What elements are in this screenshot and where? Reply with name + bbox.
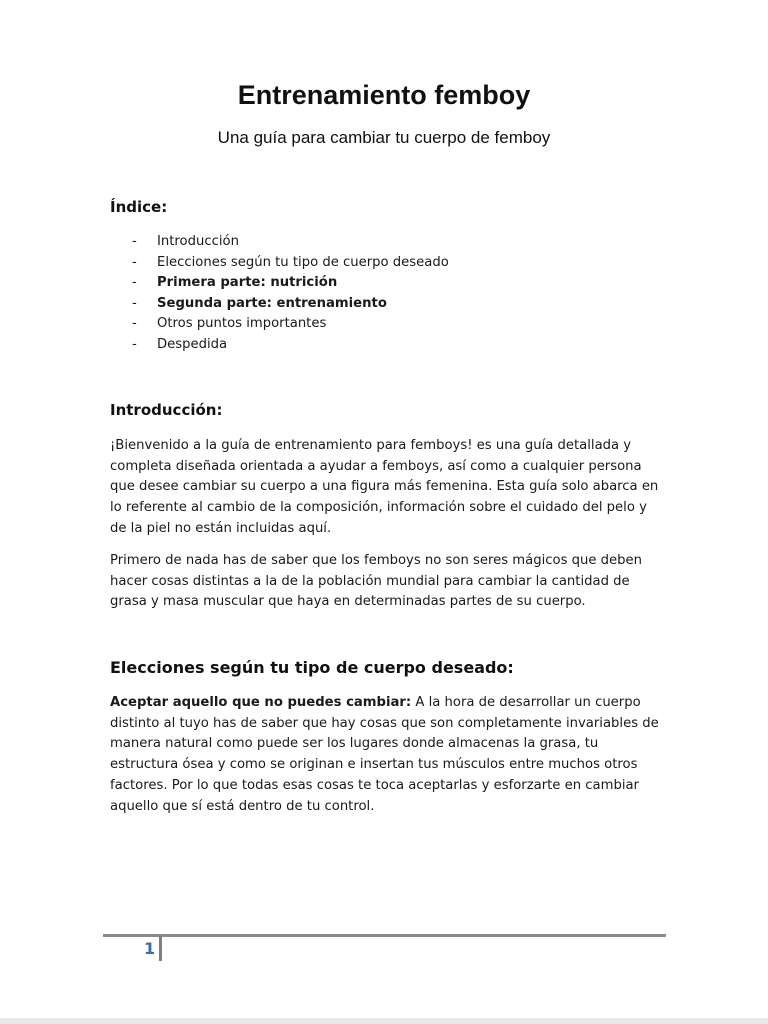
index-item: [132, 294, 449, 315]
introduction-paragraph-1: [110, 436, 660, 540]
index-item: [132, 335, 449, 356]
index-item-label: Despedida: [157, 336, 228, 352]
paragraph-text: Primero de nada has de saber que los femboys no son seres mágicos que deben hacer cosas distintas a la de la población mundial para cambiar la cantidad de grasa y masa muscular que haya en determinadas partes de su cuerpo.: [110, 553, 642, 610]
index-heading: Índice:: [110, 198, 168, 216]
index-item-label: Introducción: [157, 234, 239, 249]
page-number-divider: [159, 936, 162, 961]
list-dash: -: [132, 295, 137, 311]
index-item: [132, 314, 449, 335]
index-item-label: Otros puntos importantes: [157, 316, 327, 332]
index-item-label: Primera parte: nutrición: [157, 275, 338, 291]
list-dash: -: [132, 336, 137, 352]
paragraph-text: ¡Bienvenido a la guía de entrenamiento para femboys! es una guía detallada y completa diseñada orientada a ayudar a femboys, así como a cualquier persona que desee cambiar su cuerpo a una figura más femenina. Esta guía solo abarca en lo referente al cambio de la composición, información sobre el cuidado del pelo y de la piel no están incluidas aquí.: [110, 438, 659, 536]
list-dash: -: [132, 254, 137, 270]
index-item: [132, 273, 449, 294]
list-dash: -: [132, 316, 137, 332]
list-dash: -: [132, 234, 137, 249]
elections-heading: Elecciones según tu tipo de cuerpo deseado:: [110, 658, 514, 677]
footer-rule: [103, 934, 666, 937]
index-list: [132, 232, 449, 356]
paragraph-body: A la hora de desarrollar un cuerpo distinto al tuyo has de saber que hay cosas que son completamente invariables de manera natural como puede ser los lugares donde almacenas la grasa, tu estructura ósea y como se originan e insertan tus músculos entre muchos otros factores. Por lo que todas esas cosas te toca aceptarlas y esforzarte en cambiar aquello que sí está dentro de tu control.: [110, 695, 659, 814]
elections-paragraph: [110, 693, 660, 817]
paragraph-text: [110, 693, 660, 817]
introduction-heading: Introducción:: [110, 401, 223, 419]
index-item: [132, 253, 449, 274]
paragraph-lead: Aceptar aquello que no puedes cambiar:: [110, 695, 412, 710]
index-item-label: Segunda parte: entrenamiento: [157, 295, 387, 311]
document-subtitle: Una guía para cambiar tu cuerpo de femboy: [217, 128, 551, 147]
index-item-label: Elecciones según tu tipo de cuerpo deseado: [157, 254, 449, 270]
introduction-paragraph-2: [110, 551, 660, 613]
index-item: [132, 232, 449, 253]
page-number: 1: [144, 939, 156, 958]
document-title: Entrenamiento femboy: [237, 80, 531, 110]
list-dash: -: [132, 275, 137, 291]
